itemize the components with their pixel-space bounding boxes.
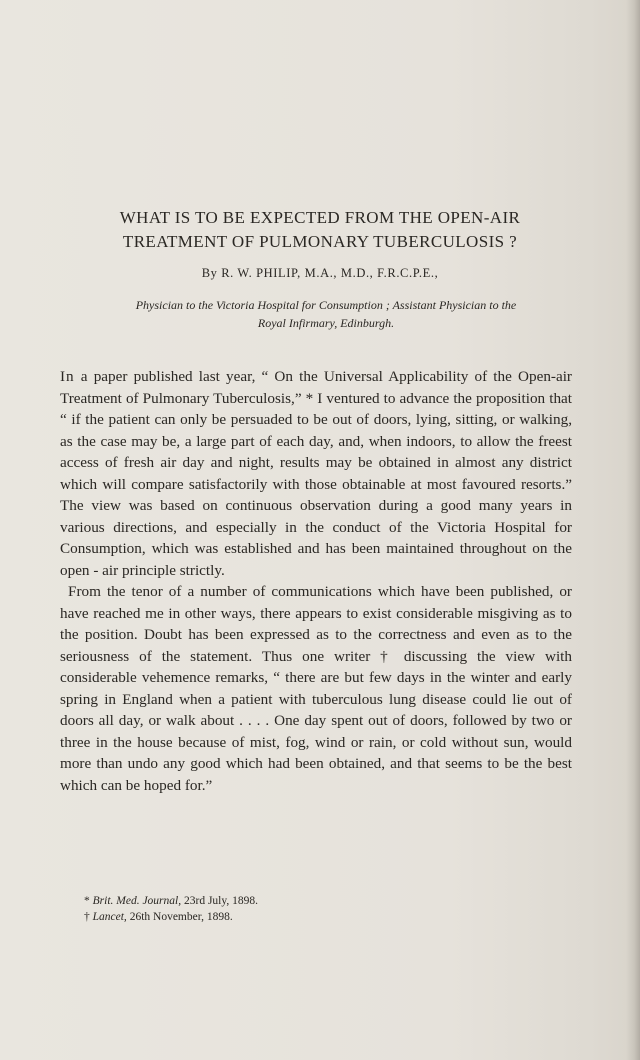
author-affiliation (66, 296, 586, 332)
article-title-line-2: TREATMENT OF PULMONARY TUBERCULOSIS ? (122, 232, 518, 251)
affiliation-line-1: Physician to the Victoria Hospital for Consumption ; Assistant Physician to the (135, 298, 517, 312)
footnote-1 (84, 893, 564, 909)
paragraph-1 (60, 366, 572, 581)
footnote-2-mark: † (84, 911, 93, 923)
article-body (60, 366, 572, 796)
affiliation-line-2: Royal Infirmary, Edinburgh. (257, 316, 395, 330)
paragraph-2: From the tenor of a number of communications which have been published, or have reached me in other ways, there appears to exist considerable misgiving as to the position. Doubt has been expressed as to the correctness and even as to the seriousness of the statement. Thus one writer † discussing the view with considerable vehemence remarks, “ there are but few days in the winter and early spring in England when a patient with tuberculous lung disease could lie out of doors all day, or walk about . . . . One day spent out of doors, followed by two or three in the house because of mist, fog, wind or rain, or cold without sun, would more than undo any good which had been obtained, and that seems to be the best which can be hoped for.” (60, 583, 572, 794)
footnote-1-detail: 23rd July, 1898. (181, 895, 258, 907)
article-title (40, 206, 600, 254)
footnote-1-mark: * (84, 895, 93, 907)
footnote-1-source: Brit. Med. Journal, (92, 895, 182, 907)
paragraph-1-opening-word: In (60, 368, 75, 385)
footnote-2 (84, 909, 564, 925)
article-title-line-1: WHAT IS TO BE EXPECTED FROM THE OPEN-AIR (119, 208, 521, 227)
paragraph-1-text: a paper published last year, “ On the Universal Applicability of the Open-air Treatment of Pulmonary Tuberculosis,” * I ventured to advance the proposition that “ if the patient can only be persuaded to be out of doors, lying, sitting, or walking, as the case may be, a large part of each day, and, when indoors, to allow the freest access of fresh air day and night, results may be obtained in almost any district which will compare satisfactorily with those obtainable at most favoured resorts.” The view was based on continuous observation during a good many years in various directions, and especially in the conduct of the Victoria Hospital for Consumption, which was established and has been maintained throughout on the open - air principle strictly. (60, 368, 572, 579)
page-edge-shadow (626, 0, 640, 1060)
footnotes (84, 893, 564, 925)
footnote-2-source: Lancet, (92, 911, 127, 923)
author-byline: By R. W. PHILIP, M.A., M.D., F.R.C.P.E., (201, 266, 439, 280)
footnote-2-detail: 26th November, 1898. (126, 911, 233, 923)
